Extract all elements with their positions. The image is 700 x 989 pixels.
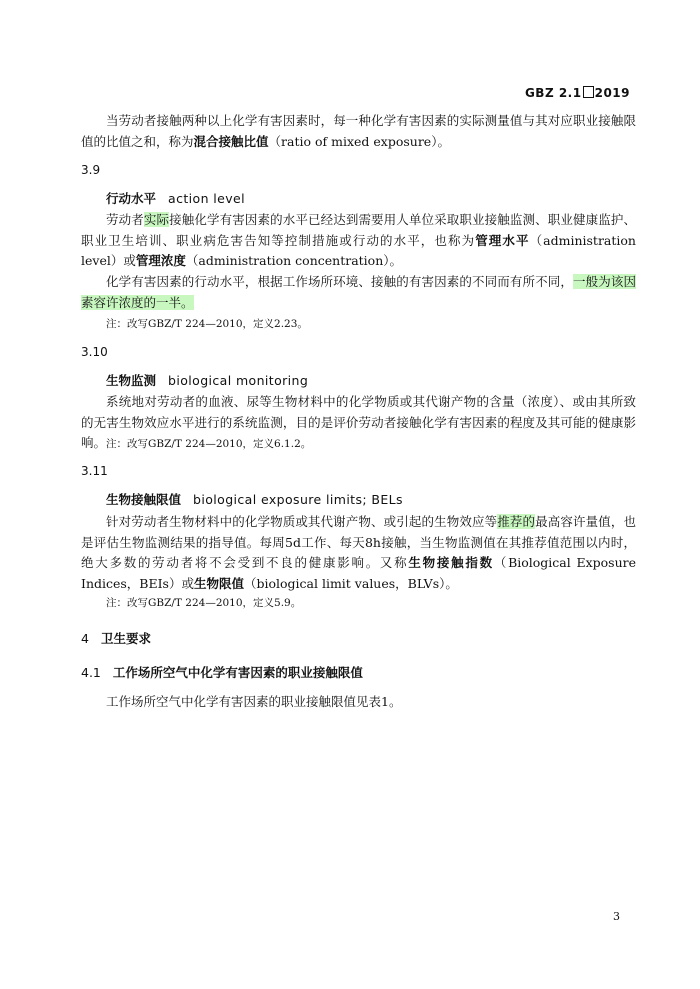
- note: 注：改写GBZ/T 224—2010，定义5.9。: [106, 597, 302, 609]
- term-chinese: 生物接触限值: [106, 492, 182, 507]
- paragraph-text: 化学有害因素的行动水平，根据工作场所环境、接触的有害因素的不同而有所不同，: [106, 274, 573, 289]
- term-heading: [106, 189, 245, 207]
- term-english: biological exposure limits; BELs: [193, 492, 403, 507]
- standard-code: GBZ 2.1: [524, 86, 582, 100]
- paragraph-text: （biological limit values，BLVs）。: [243, 575, 458, 591]
- standard-year: 2019: [594, 86, 630, 100]
- definition-paragraph: [81, 210, 636, 272]
- subsection-heading: [81, 663, 363, 681]
- term-chinese: 行动水平: [106, 191, 157, 206]
- mixed-exposure-paragraph: [81, 111, 636, 152]
- paragraph-text: （Biological Exposure Indices，BEIs）或: [81, 555, 636, 591]
- definition-paragraph: 系统地对劳动者的血液、尿等生物材料中的化学物质或其代谢产物的含量（浓度）、或由其所致的无害生物效应水平进行的系统监测，目的是评价劳动者接触化学有害因素的程度及其可能的健康影响。: [81, 394, 636, 450]
- clause-number: 3.9: [81, 163, 101, 177]
- term-english: biological monitoring: [168, 373, 309, 388]
- standard-code-header: [525, 86, 630, 100]
- paragraph-text: 最高容许量值，也是评估生物监测结果的指导值。每周5d工作、每天8h接触，当生物监测值在其推荐值范围以内时，绝大多数的劳动者将不会受到不良的健康影响。又称: [81, 514, 636, 570]
- bold-term: 生物接触指数: [408, 555, 494, 570]
- bold-term: 管理水平: [475, 232, 530, 248]
- paragraph-text: （ratio of mixed exposure）。: [268, 133, 450, 149]
- paragraph-text: 当劳动者接触两种以上化学有害因素时，每一种化学有害因素的实际测量值与其对应职业接触限值的比值之和，称为: [81, 113, 636, 149]
- paragraph-text: 接触化学有害因素的水平已经达到需要用人单位采取职业接触监测、职业健康监护、职业卫生培训、职业病危害告知等控制措施或行动的水平，也称为: [81, 212, 636, 248]
- bold-term: 生物限值: [193, 575, 244, 591]
- clause-number: 3.11: [81, 464, 108, 478]
- page-number: 3: [613, 910, 620, 923]
- section-title: 工作场所空气中化学有害因素的职业接触限值: [112, 665, 363, 680]
- note: 注：改写GBZ/T 224—2010，定义2.23。: [106, 318, 308, 330]
- section-number: 4.1: [81, 665, 101, 680]
- highlighted-text: 推荐的: [497, 514, 536, 529]
- section-title: 卫生要求: [100, 631, 151, 646]
- bold-term: 混合接触比值: [193, 133, 269, 149]
- section-number: 4: [81, 631, 89, 646]
- paragraph-text: 针对劳动者生物材料中的化学物质或其代谢产物、或引起的生物效应等: [106, 514, 498, 529]
- highlighted-text: 一般为该因素容许浓度的一半。: [81, 274, 636, 310]
- section-heading: [81, 629, 151, 647]
- paragraph-text: （administration level）或: [81, 232, 636, 268]
- paragraph-text: 劳动者: [106, 212, 144, 227]
- term-heading: [106, 371, 308, 389]
- highlighted-text: 实际: [143, 212, 170, 227]
- bold-term: 管理浓度: [135, 253, 186, 268]
- term-english: action level: [168, 191, 245, 206]
- body-paragraph: 工作场所空气中化学有害因素的职业接触限值见表1。: [106, 694, 402, 709]
- missing-glyph-box: [583, 86, 594, 98]
- clause-number: 3.10: [81, 345, 108, 359]
- term-chinese: 生物监测: [106, 373, 157, 388]
- definition-paragraph: [81, 512, 636, 594]
- definition-paragraph: [81, 272, 636, 313]
- term-heading: [106, 490, 403, 508]
- note: 注：改写GBZ/T 224—2010，定义6.1.2。: [106, 438, 312, 450]
- paragraph-text: （administration concentration）。: [185, 253, 402, 268]
